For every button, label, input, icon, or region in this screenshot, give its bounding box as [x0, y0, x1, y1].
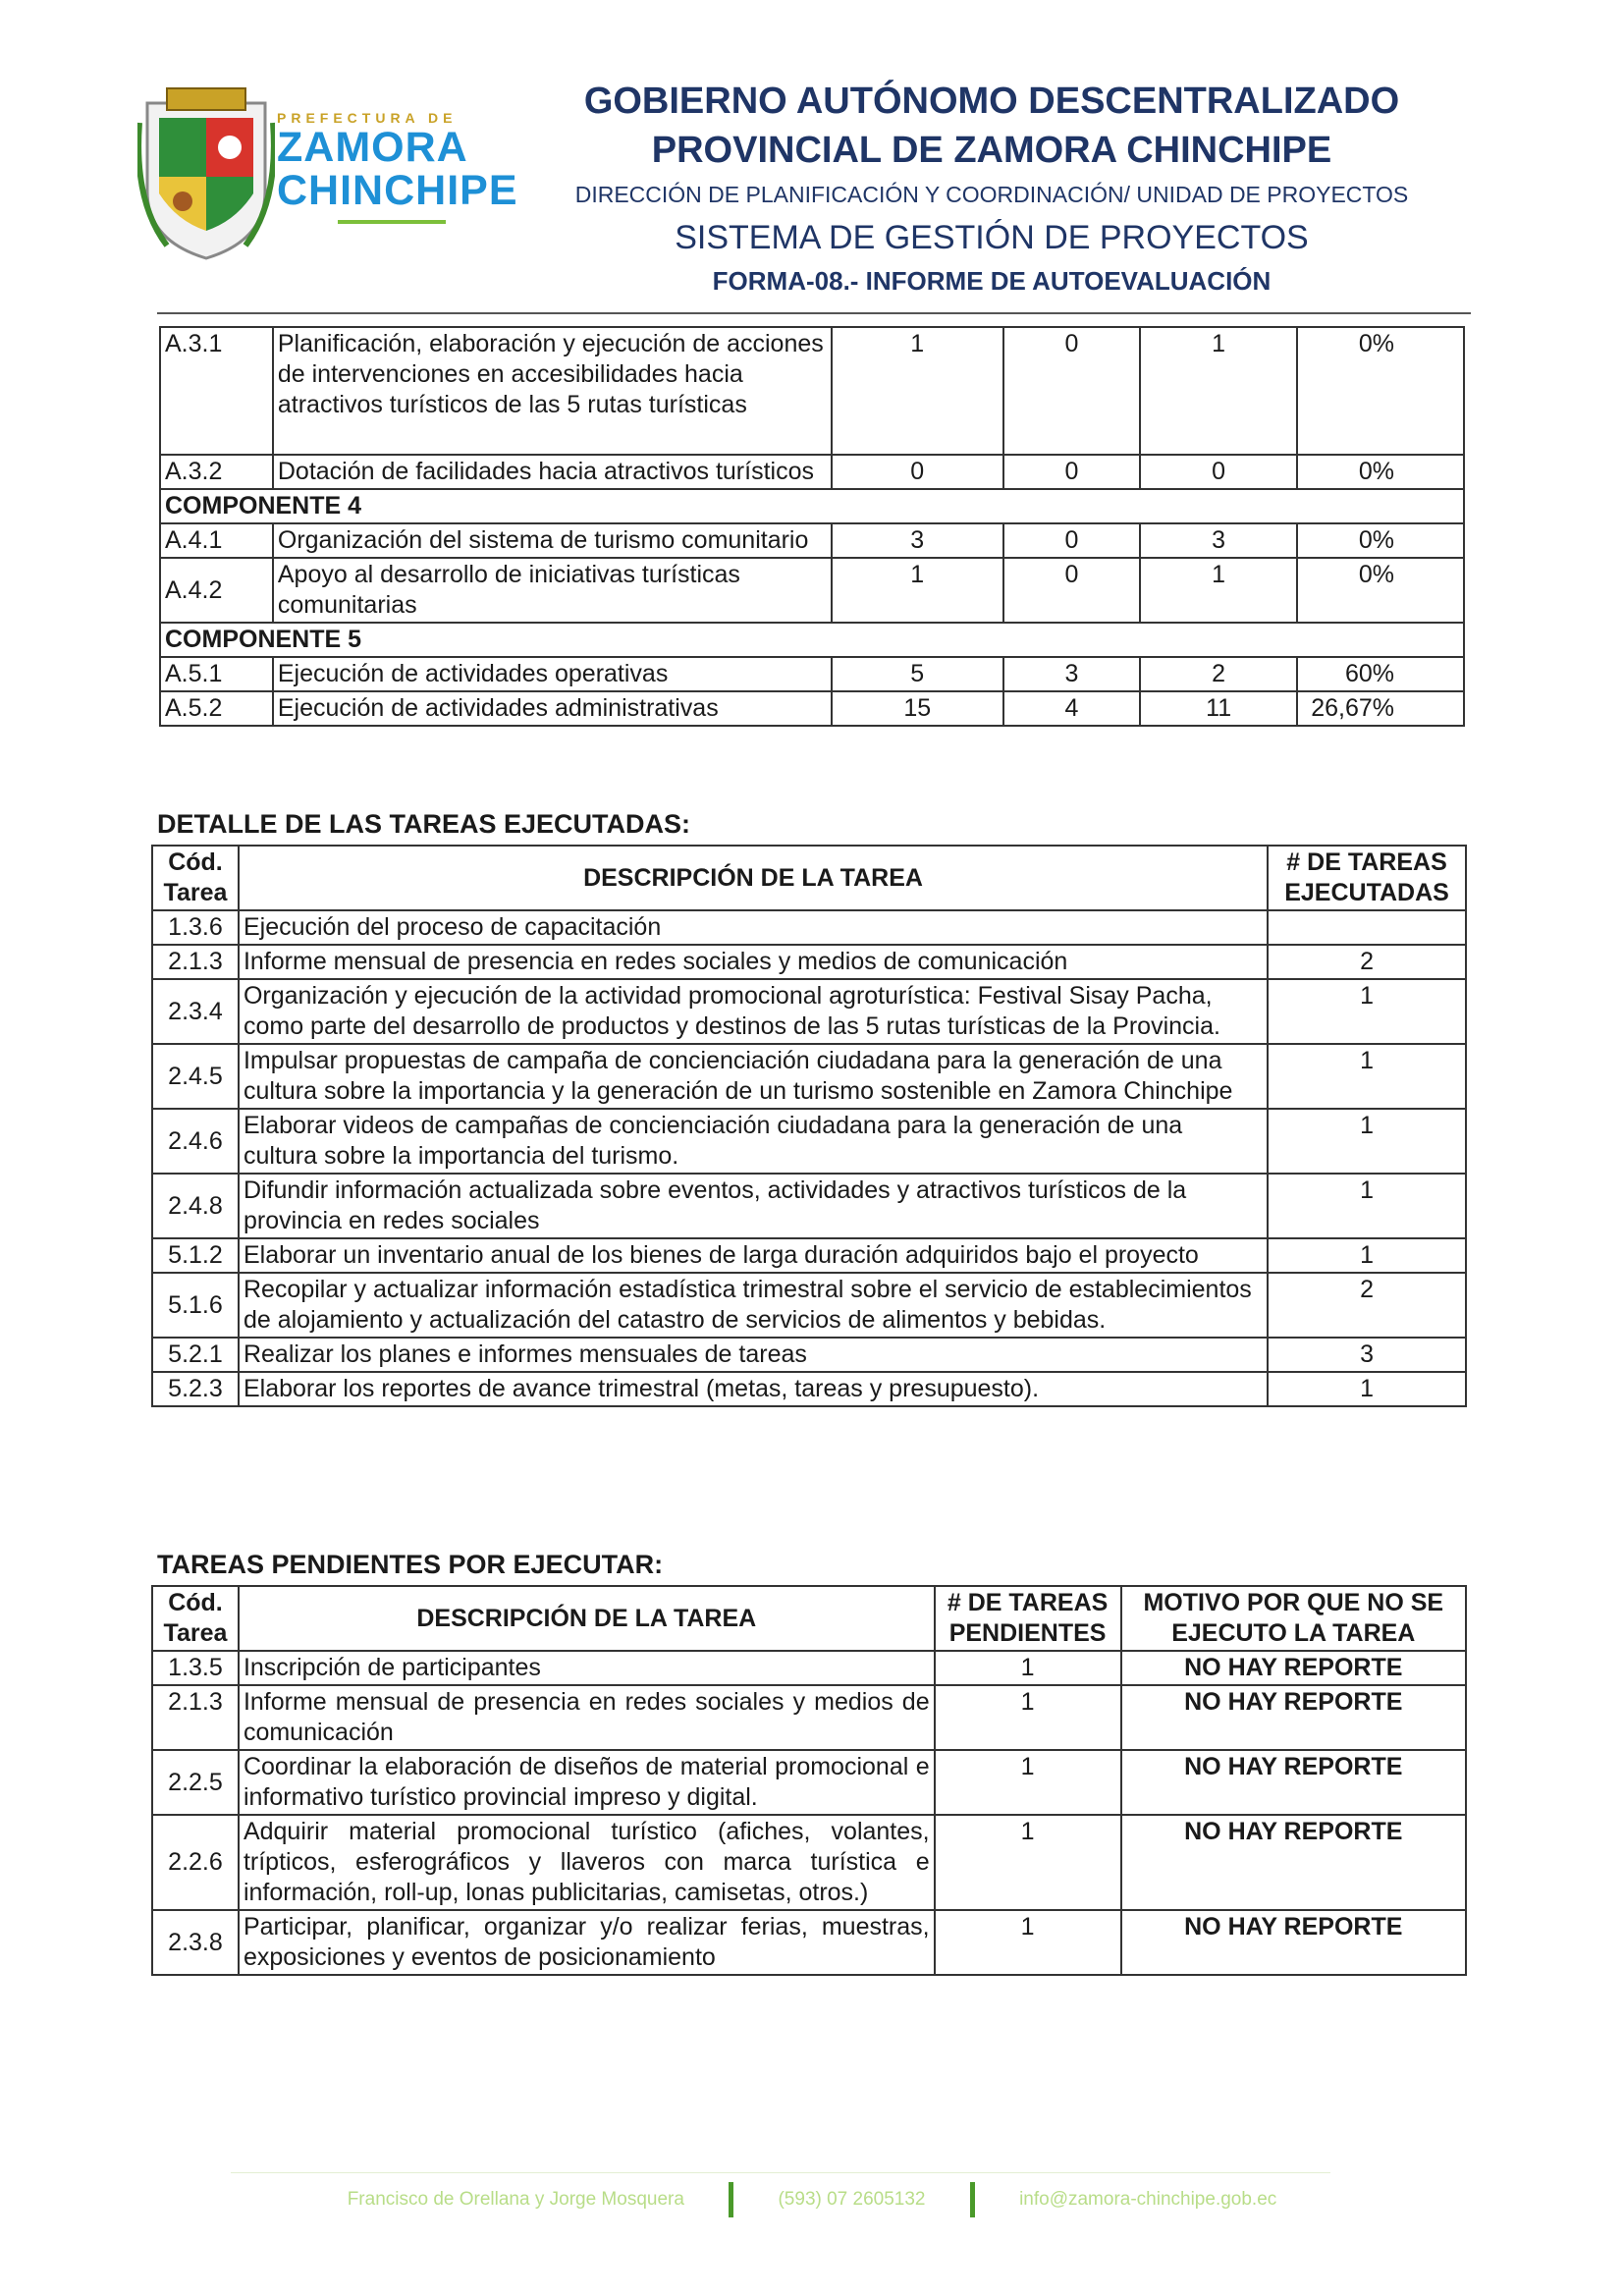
activity-code: A.5.2	[160, 691, 273, 726]
footer-phone: (593) 07 2605132	[778, 2189, 926, 2211]
table-row	[152, 1109, 1466, 1174]
task-code: 5.2.1	[152, 1338, 239, 1372]
header-divider	[157, 312, 1471, 314]
activity-executed: 0	[1003, 327, 1141, 455]
page-header	[0, 0, 1624, 314]
table-row	[152, 1815, 1466, 1910]
pending-tasks-table	[151, 1585, 1467, 1976]
col-header-desc: DESCRIPCIÓN DE LA TAREA	[239, 1586, 935, 1651]
task-desc: Elaborar los reportes de avance trimestral (metas, tareas y presupuesto).	[239, 1372, 1268, 1406]
task-desc: Ejecución del proceso de capacitación	[239, 910, 1268, 945]
task-code: 2.2.5	[152, 1750, 239, 1815]
table-row	[160, 455, 1464, 489]
form-title: FORMA-08.- INFORME DE AUTOEVALUACIÓN	[712, 266, 1272, 296]
component-label: COMPONENTE 5	[160, 623, 1464, 657]
table-row	[160, 657, 1464, 691]
task-count: 1	[1268, 1109, 1466, 1174]
task-count: 1	[935, 1685, 1121, 1750]
task-desc: Adquirir material promocional turístico (afiches, volantes, trípticos, esferográficos y llaveros con marca turística e información, roll-up, lonas publicitarias, camisetas, otros.)	[239, 1815, 935, 1910]
page-footer	[0, 2182, 1624, 2217]
task-desc: Coordinar la elaboración de diseños de material promocional e informativo turístico provincial impreso y digital.	[239, 1750, 935, 1815]
task-count: 1	[935, 1815, 1121, 1910]
table-row	[152, 910, 1466, 945]
table-row	[152, 1273, 1466, 1338]
activity-executed: 3	[1003, 657, 1141, 691]
task-reason: NO HAY REPORTE	[1121, 1651, 1466, 1685]
col-header-code: Cód. Tarea	[152, 846, 239, 910]
table-row	[152, 1174, 1466, 1238]
table-row	[152, 1044, 1466, 1109]
component-row	[160, 623, 1464, 657]
activity-code: A.3.2	[160, 455, 273, 489]
government-title: GOBIERNO AUTÓNOMO DESCENTRALIZADO	[583, 81, 1400, 122]
activity-planned: 0	[832, 455, 1003, 489]
activity-pending: 3	[1140, 523, 1297, 558]
task-code: 2.1.3	[152, 945, 239, 979]
logo-line-2: CHINCHIPE	[277, 167, 518, 214]
activity-pending: 1	[1140, 327, 1297, 455]
task-desc: Recopilar y actualizar información estadística trimestral sobre el servicio de establecimientos de alojamiento y actualización del catastro de servicios de alimentos y bebidas.	[239, 1273, 1268, 1338]
task-code: 1.3.5	[152, 1651, 239, 1685]
table-row	[152, 1238, 1466, 1273]
pending-section-title: TAREAS PENDIENTES POR EJECUTAR:	[157, 1550, 664, 1579]
task-code: 2.2.6	[152, 1815, 239, 1910]
task-desc: Informe mensual de presencia en redes sociales y medios de comunicación	[239, 945, 1268, 979]
component-label: COMPONENTE 4	[160, 489, 1464, 523]
activity-percent: 26,67%	[1297, 691, 1464, 726]
footer-divider	[231, 2172, 1330, 2173]
footer-separator	[970, 2182, 975, 2217]
activity-pending: 2	[1140, 657, 1297, 691]
logo-line-1: ZAMORA	[277, 124, 468, 171]
task-count: 3	[1268, 1338, 1466, 1372]
task-reason: NO HAY REPORTE	[1121, 1750, 1466, 1815]
activity-code: A.5.1	[160, 657, 273, 691]
task-code: 5.2.3	[152, 1372, 239, 1406]
table-row	[152, 1372, 1466, 1406]
task-desc: Participar, planificar, organizar y/o realizar ferias, muestras, exposiciones y eventos de posicionamiento	[239, 1910, 935, 1975]
logo-underline	[338, 220, 446, 224]
executed-tasks-table	[151, 845, 1467, 1407]
task-code: 5.1.6	[152, 1273, 239, 1338]
table-row	[152, 1338, 1466, 1372]
task-code: 2.3.8	[152, 1910, 239, 1975]
activity-percent: 0%	[1297, 558, 1464, 623]
activity-executed: 0	[1003, 455, 1141, 489]
task-desc: Organización y ejecución de la actividad promocional agroturística: Festival Sisay Pacha, como parte del desarrollo de productos y destinos de las 5 rutas turísticas de la Provincia.	[239, 979, 1268, 1044]
logo-subtitle: PREFECTURA DE	[277, 110, 458, 126]
task-desc: Realizar los planes e informes mensuales de tareas	[239, 1338, 1268, 1372]
activity-executed: 4	[1003, 691, 1141, 726]
task-count	[1268, 910, 1466, 945]
activity-desc: Ejecución de actividades operativas	[273, 657, 832, 691]
task-count: 1	[1268, 1174, 1466, 1238]
table-row	[160, 523, 1464, 558]
activity-planned: 3	[832, 523, 1003, 558]
task-desc: Elaborar videos de campañas de concienciación ciudadana para la generación de una cultura sobre la importancia del turismo.	[239, 1109, 1268, 1174]
table-row	[152, 1651, 1466, 1685]
activity-planned: 15	[832, 691, 1003, 726]
task-code: 2.1.3	[152, 1685, 239, 1750]
task-count: 2	[1268, 1273, 1466, 1338]
activity-percent: 0%	[1297, 327, 1464, 455]
task-count: 2	[1268, 945, 1466, 979]
executed-section-title: DETALLE DE LAS TAREAS EJECUTADAS:	[157, 809, 691, 839]
activity-code: A.3.1	[160, 327, 273, 455]
activities-table	[159, 326, 1465, 727]
prefecture-logo-text	[277, 110, 518, 224]
footer-email[interactable]: info@zamora-chinchipe.gob.ec	[1019, 2189, 1277, 2211]
activity-code: A.4.2	[160, 558, 273, 623]
department-title: DIRECCIÓN DE PLANIFICACIÓN Y COORDINACIÓN/ UNIDAD DE PROYECTOS	[574, 182, 1409, 207]
activity-planned: 1	[832, 558, 1003, 623]
task-desc: Informe mensual de presencia en redes sociales y medios de comunicación	[239, 1685, 935, 1750]
col-header-count: # DE TAREAS PENDIENTES	[935, 1586, 1121, 1651]
task-count: 1	[1268, 1238, 1466, 1273]
task-code: 2.4.6	[152, 1109, 239, 1174]
task-code: 2.4.5	[152, 1044, 239, 1109]
activity-desc: Dotación de facilidades hacia atractivos turísticos	[273, 455, 832, 489]
activity-planned: 5	[832, 657, 1003, 691]
task-count: 1	[935, 1750, 1121, 1815]
table-row	[152, 1685, 1466, 1750]
activity-code: A.4.1	[160, 523, 273, 558]
header-titles	[511, 77, 1473, 301]
table-header-row	[152, 846, 1466, 910]
table-row	[152, 1750, 1466, 1815]
col-header-desc: DESCRIPCIÓN DE LA TAREA	[239, 846, 1268, 910]
task-reason: NO HAY REPORTE	[1121, 1815, 1466, 1910]
system-title: SISTEMA DE GESTIÓN DE PROYECTOS	[675, 219, 1309, 256]
activity-executed: 0	[1003, 558, 1141, 623]
table-row	[160, 691, 1464, 726]
task-code: 5.1.2	[152, 1238, 239, 1273]
task-reason: NO HAY REPORTE	[1121, 1910, 1466, 1975]
col-header-reason: MOTIVO POR QUE NO SE EJECUTO LA TAREA	[1121, 1586, 1466, 1651]
activity-percent: 60%	[1297, 657, 1464, 691]
task-count: 1	[1268, 1044, 1466, 1109]
task-count: 1	[1268, 979, 1466, 1044]
task-desc: Impulsar propuestas de campaña de concienciación ciudadana para la generación de una cultura sobre la importancia y la generación de un turismo sostenible en Zamora Chinchipe	[239, 1044, 1268, 1109]
activity-desc: Organización del sistema de turismo comunitario	[273, 523, 832, 558]
task-code: 1.3.6	[152, 910, 239, 945]
activity-percent: 0%	[1297, 455, 1464, 489]
task-code: 2.4.8	[152, 1174, 239, 1238]
table-row	[152, 979, 1466, 1044]
footer-address: Francisco de Orellana y Jorge Mosquera	[347, 2189, 684, 2211]
activity-pending: 11	[1140, 691, 1297, 726]
prefecture-shield-icon	[137, 83, 275, 260]
task-code: 2.3.4	[152, 979, 239, 1044]
component-row	[160, 489, 1464, 523]
task-count: 1	[935, 1651, 1121, 1685]
table-row	[152, 945, 1466, 979]
activity-pending: 1	[1140, 558, 1297, 623]
footer-separator	[729, 2182, 733, 2217]
task-desc: Difundir información actualizada sobre eventos, actividades y atractivos turísticos de la provincia en redes sociales	[239, 1174, 1268, 1238]
activity-percent: 0%	[1297, 523, 1464, 558]
table-row	[160, 558, 1464, 623]
table-row	[152, 1910, 1466, 1975]
task-reason: NO HAY REPORTE	[1121, 1685, 1466, 1750]
task-desc: Elaborar un inventario anual de los bienes de larga duración adquiridos bajo el proyecto	[239, 1238, 1268, 1273]
task-count: 1	[1268, 1372, 1466, 1406]
table-row	[160, 327, 1464, 455]
province-title: PROVINCIAL DE ZAMORA CHINCHIPE	[651, 130, 1332, 171]
activity-desc: Ejecución de actividades administrativas	[273, 691, 832, 726]
table-header-row	[152, 1586, 1466, 1651]
col-header-code: Cód. Tarea	[152, 1586, 239, 1651]
activity-executed: 0	[1003, 523, 1141, 558]
col-header-count: # DE TAREAS EJECUTADAS	[1268, 846, 1466, 910]
task-count: 1	[935, 1910, 1121, 1975]
task-desc: Inscripción de participantes	[239, 1651, 935, 1685]
activity-planned: 1	[832, 327, 1003, 455]
activity-pending: 0	[1140, 455, 1297, 489]
activity-desc: Apoyo al desarrollo de iniciativas turísticas comunitarias	[273, 558, 832, 623]
activity-desc: Planificación, elaboración y ejecución de acciones de intervenciones en accesibilidades hacia atractivos turísticos de las 5 rutas turísticas	[273, 327, 832, 455]
